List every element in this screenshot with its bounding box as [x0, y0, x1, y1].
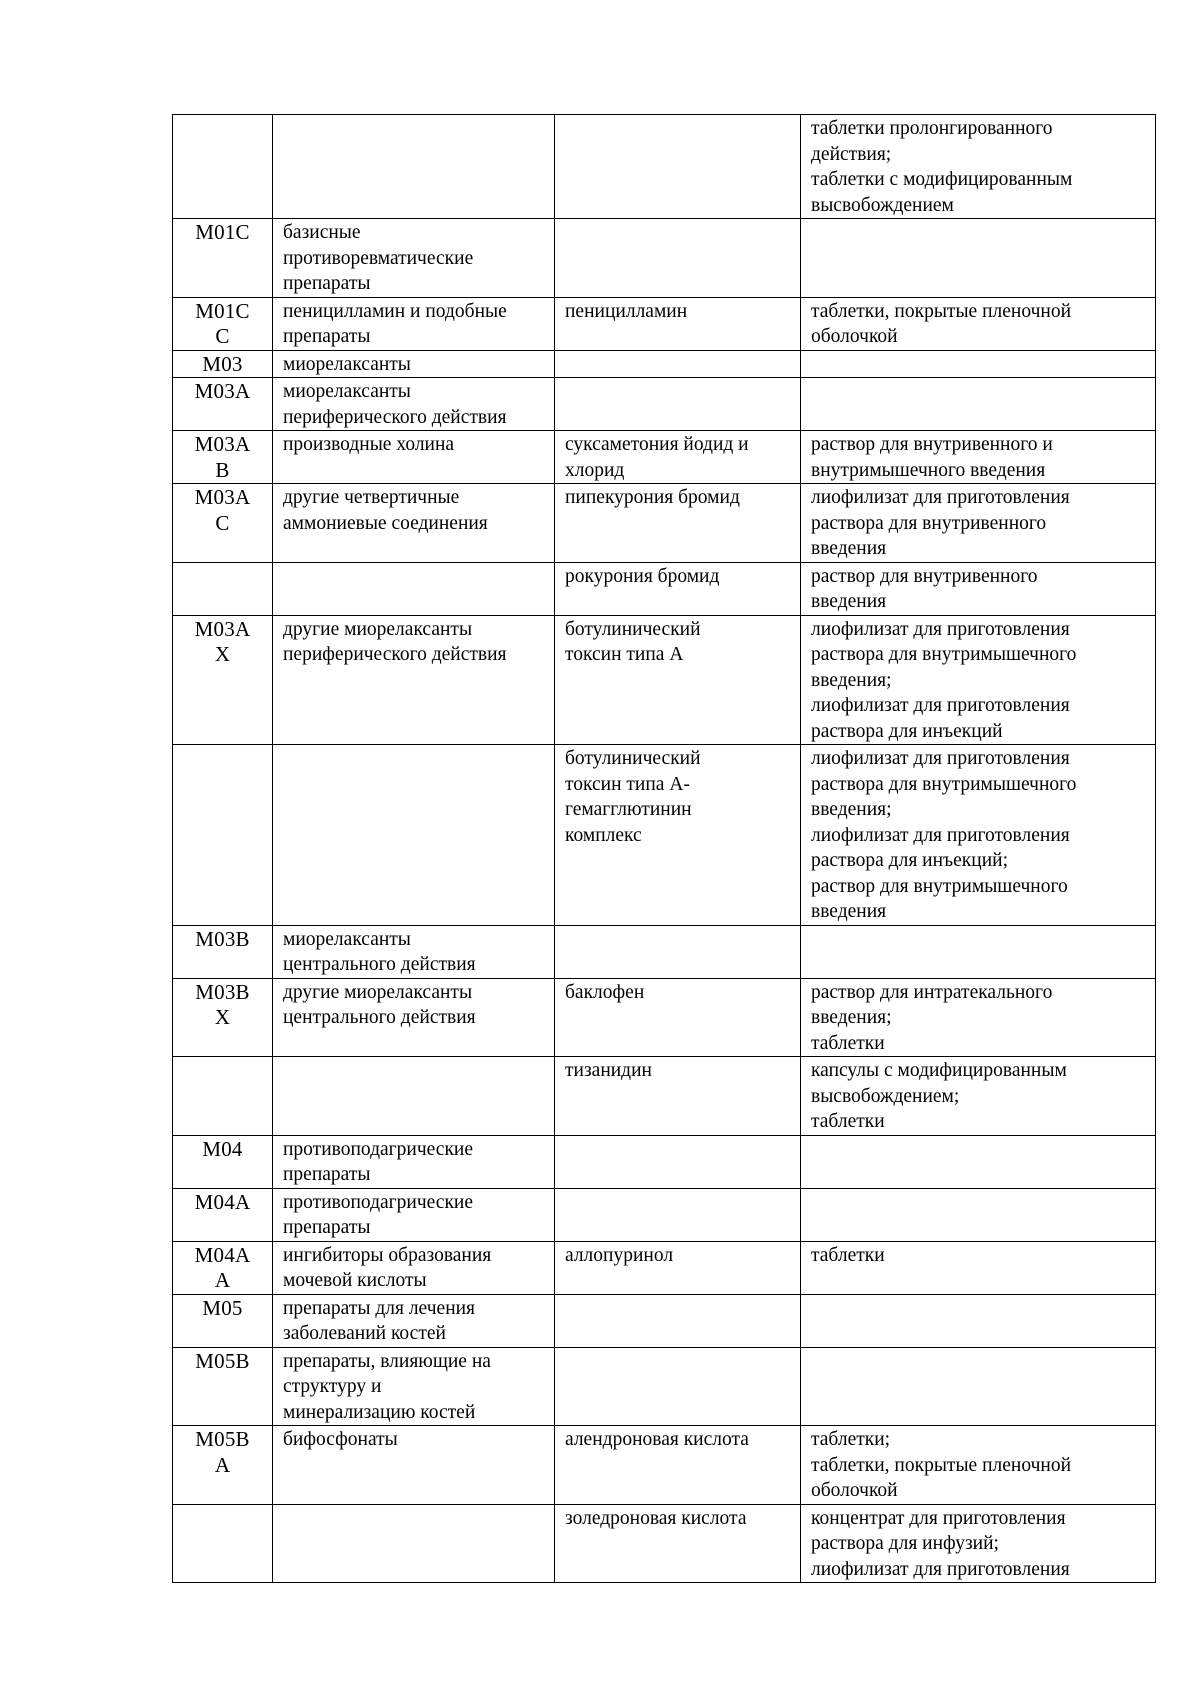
dosage-form-cell	[801, 1504, 1156, 1583]
atc-code-cell	[173, 484, 273, 563]
cell-text-line: таблетки	[811, 1032, 885, 1054]
atc-code-cell	[173, 925, 273, 978]
dosage-form-cell	[801, 350, 1156, 378]
anatomical-group-cell	[273, 431, 555, 484]
table-row	[173, 484, 1156, 563]
cell-text-line: противоподагрические	[283, 1138, 474, 1160]
dosage-form-cell	[801, 1426, 1156, 1505]
cell-text-line: аллопуринол	[565, 1244, 674, 1266]
cell-text-line: A	[214, 1268, 231, 1292]
anatomical-group-cell	[273, 350, 555, 378]
cell-text-line: M01C	[195, 298, 250, 323]
cell-text-line: препараты для лечения	[283, 1297, 476, 1319]
table-row	[173, 925, 1156, 978]
cell-text-line: противоревматические	[283, 247, 474, 269]
table-row	[173, 1347, 1156, 1426]
cell-text-line: тизанидин	[565, 1060, 652, 1081]
cell-text-line: раствора для внутривенного	[811, 512, 1047, 534]
anatomical-group-cell	[273, 745, 555, 926]
anatomical-group-cell	[273, 1347, 555, 1426]
anatomical-group-cell	[273, 978, 555, 1057]
cell-text-line: препараты	[283, 326, 371, 347]
cell-text-line: введения;	[811, 669, 892, 691]
cell-text-line: внутримышечного введения	[811, 459, 1046, 481]
atc-code-cell	[173, 350, 273, 378]
anatomical-group-cell	[273, 1426, 555, 1505]
table-row	[173, 1135, 1156, 1188]
cell-text-line: раствора для инъекций	[811, 720, 1003, 742]
anatomical-group-cell	[273, 1135, 555, 1188]
cell-text-line: введения	[811, 591, 887, 612]
drug-name-cell	[555, 219, 801, 298]
drug-name-cell	[555, 297, 801, 350]
cell-text-line: суксаметония йодид и	[565, 434, 749, 455]
table-row	[173, 1294, 1156, 1347]
cell-text-line: M03A	[194, 379, 251, 403]
dosage-form-cell	[801, 1057, 1156, 1136]
cell-text-line: введения;	[811, 1007, 892, 1028]
dosage-form-cell	[801, 1241, 1156, 1294]
dosage-form-cell	[801, 562, 1156, 615]
cell-text-line: другие четвертичные	[283, 487, 460, 508]
cell-text-line: таблетки пролонгированного	[811, 118, 1053, 139]
anatomical-group-cell	[273, 615, 555, 745]
cell-text-line: B	[215, 457, 230, 482]
cell-text-line: M03	[202, 351, 243, 376]
cell-text-line: центрального действия	[283, 1007, 476, 1028]
atc-code-cell	[173, 1426, 273, 1505]
table-row	[173, 431, 1156, 484]
cell-text-line: пеницилламин	[565, 300, 688, 322]
cell-text-line: таблетки	[811, 1111, 885, 1132]
cell-text-line: M01C	[195, 220, 250, 244]
table-row	[173, 1504, 1156, 1583]
cell-text-line: минерализацию костей	[283, 1401, 476, 1423]
anatomical-group-cell	[273, 115, 555, 219]
cell-text-line: высвобождением	[811, 194, 954, 216]
cell-text-line: мочевой кислоты	[283, 1270, 427, 1291]
dosage-form-cell	[801, 925, 1156, 978]
cell-text-line: M04A	[194, 1242, 251, 1267]
cell-text-line: хлорид	[565, 459, 625, 481]
cell-text-line: противоподагрические	[283, 1191, 474, 1213]
cell-text-line: баклофен	[565, 981, 645, 1003]
cell-text-line: C	[215, 510, 230, 535]
drug-name-cell	[555, 925, 801, 978]
dosage-form-cell	[801, 1294, 1156, 1347]
drug-name-cell	[555, 115, 801, 219]
cell-text-line: пипекурония бромид	[565, 487, 740, 508]
cell-text-line: бифосфонаты	[283, 1429, 398, 1450]
table-row	[173, 378, 1156, 431]
cell-text-line: раствор для внутривенного	[811, 565, 1038, 587]
cell-text-line: гемагглютинин	[565, 799, 692, 820]
dosage-form-cell	[801, 115, 1156, 219]
table-row	[173, 1241, 1156, 1294]
cell-text-line: оболочкой	[811, 1480, 898, 1501]
atc-code-cell	[173, 978, 273, 1057]
table-body	[173, 115, 1156, 1583]
drug-list-table	[172, 114, 1156, 1583]
drug-name-cell	[555, 1188, 801, 1241]
cell-text-line: раствор для внутримышечного	[811, 875, 1068, 897]
cell-text-line: A	[214, 1452, 231, 1477]
dosage-form-cell	[801, 1188, 1156, 1241]
drug-name-cell	[555, 484, 801, 563]
atc-code-cell	[173, 1347, 273, 1426]
table-row	[173, 1188, 1156, 1241]
cell-text-line: таблетки;	[811, 1429, 891, 1450]
cell-text-line: действия;	[811, 143, 892, 165]
cell-text-line: заболеваний костей	[283, 1323, 446, 1344]
cell-text-line: ботулинический	[565, 748, 701, 769]
anatomical-group-cell	[273, 297, 555, 350]
cell-text-line: лиофилизат для приготовления	[811, 618, 1070, 640]
cell-text-line: алендроновая кислота	[565, 1429, 749, 1450]
cell-text-line: препараты, влияющие на	[283, 1350, 491, 1372]
atc-code-cell	[173, 219, 273, 298]
atc-code-cell	[173, 115, 273, 219]
anatomical-group-cell	[273, 484, 555, 563]
dosage-form-cell	[801, 431, 1156, 484]
cell-text-line: пеницилламин и подобные	[283, 300, 507, 322]
cell-text-line: периферического действия	[283, 406, 507, 428]
cell-text-line: M03A	[194, 485, 251, 509]
cell-text-line: введения	[811, 901, 887, 922]
atc-code-cell	[173, 562, 273, 615]
cell-text-line: токсин типа А	[565, 644, 684, 665]
drug-name-cell	[555, 1504, 801, 1583]
cell-text-line: лиофилизат для приготовления	[811, 824, 1070, 846]
cell-text-line: M03B	[195, 979, 250, 1004]
drug-name-cell	[555, 1241, 801, 1294]
cell-text-line: другие миорелаксанты	[283, 981, 473, 1003]
anatomical-group-cell	[273, 1057, 555, 1136]
cell-text-line: золедроновая кислота	[565, 1507, 747, 1529]
dosage-form-cell	[801, 219, 1156, 298]
cell-text-line: другие миорелаксанты	[283, 618, 473, 640]
atc-code-cell	[173, 378, 273, 431]
cell-text-line: концентрат для приготовления	[811, 1507, 1066, 1529]
table-row	[173, 562, 1156, 615]
cell-text-line: раствора для внутримышечного	[811, 644, 1077, 665]
cell-text-line: введения;	[811, 799, 892, 820]
table-row	[173, 350, 1156, 378]
cell-text-line: таблетки, покрытые пленочной	[811, 1454, 1072, 1476]
cell-text-line: структуру и	[283, 1376, 382, 1397]
atc-code-cell	[173, 1504, 273, 1583]
atc-code-cell	[173, 745, 273, 926]
cell-text-line: ингибиторы образования	[283, 1244, 492, 1266]
table-row	[173, 297, 1156, 350]
anatomical-group-cell	[273, 219, 555, 298]
cell-text-line: таблетки, покрытые пленочной	[811, 300, 1072, 322]
drug-name-cell	[555, 350, 801, 378]
cell-text-line: M05B	[195, 1348, 250, 1373]
dosage-form-cell	[801, 1347, 1156, 1426]
anatomical-group-cell	[273, 1504, 555, 1583]
cell-text-line: раствора для инъекций;	[811, 850, 1008, 871]
dosage-form-cell	[801, 1135, 1156, 1188]
cell-text-line: лиофилизат для приготовления	[811, 1558, 1070, 1580]
cell-text-line: введения	[811, 538, 887, 559]
cell-text-line: миорелаксанты	[283, 353, 411, 375]
atc-code-cell	[173, 1135, 273, 1188]
cell-text-line: аммониевые соединения	[283, 512, 488, 534]
cell-text-line: центрального действия	[283, 954, 476, 975]
drug-name-cell	[555, 1057, 801, 1136]
cell-text-line: оболочкой	[811, 326, 898, 347]
anatomical-group-cell	[273, 378, 555, 431]
cell-text-line: препараты	[283, 1164, 371, 1185]
cell-text-line: препараты	[283, 273, 371, 294]
anatomical-group-cell	[273, 562, 555, 615]
atc-code-cell	[173, 431, 273, 484]
table-row	[173, 1057, 1156, 1136]
drug-name-cell	[555, 1426, 801, 1505]
anatomical-group-cell	[273, 925, 555, 978]
cell-text-line: M03A	[194, 432, 251, 456]
table-row	[173, 219, 1156, 298]
cell-text-line: препараты	[283, 1217, 371, 1238]
drug-name-cell	[555, 1294, 801, 1347]
drug-name-cell	[555, 1135, 801, 1188]
cell-text-line: раствора для внутримышечного	[811, 773, 1077, 795]
cell-text-line: рокурония бромид	[565, 565, 720, 587]
cell-text-line: периферического действия	[283, 644, 507, 665]
cell-text-line: таблетки	[811, 1244, 885, 1266]
atc-code-cell	[173, 1294, 273, 1347]
cell-text-line: X	[214, 642, 231, 666]
cell-text-line: C	[215, 324, 230, 348]
cell-text-line: токсин типа А-	[565, 773, 690, 795]
dosage-form-cell	[801, 484, 1156, 563]
cell-text-line: M05B	[195, 1427, 250, 1451]
dosage-form-cell	[801, 297, 1156, 350]
table-row	[173, 745, 1156, 926]
cell-text-line: раствора для инфузий;	[811, 1533, 999, 1554]
cell-text-line: раствор для внутривенного и	[811, 434, 1053, 455]
table-row	[173, 115, 1156, 219]
drug-name-cell	[555, 562, 801, 615]
cell-text-line: миорелаксанты	[283, 381, 411, 402]
atc-code-cell	[173, 615, 273, 745]
atc-code-cell	[173, 1188, 273, 1241]
cell-text-line: M04A	[194, 1189, 251, 1214]
anatomical-group-cell	[273, 1241, 555, 1294]
atc-code-cell	[173, 1057, 273, 1136]
cell-text-line: лиофилизат для приготовления	[811, 487, 1070, 508]
cell-text-line: таблетки с модифицированным	[811, 169, 1073, 190]
cell-text-line: M04	[202, 1136, 243, 1161]
cell-text-line: ботулинический	[565, 618, 701, 640]
cell-text-line: лиофилизат для приготовления	[811, 695, 1070, 716]
dosage-form-cell	[801, 378, 1156, 431]
cell-text-line: M03A	[194, 616, 251, 641]
cell-text-line: капсулы с модифицированным	[811, 1060, 1067, 1081]
cell-text-line: комплекс	[565, 824, 642, 846]
cell-text-line: M05	[202, 1295, 243, 1320]
table-row	[173, 978, 1156, 1057]
drug-name-cell	[555, 431, 801, 484]
drug-name-cell	[555, 745, 801, 926]
table-row	[173, 615, 1156, 745]
drug-name-cell	[555, 615, 801, 745]
anatomical-group-cell	[273, 1188, 555, 1241]
dosage-form-cell	[801, 745, 1156, 926]
atc-code-cell	[173, 297, 273, 350]
anatomical-group-cell	[273, 1294, 555, 1347]
drug-name-cell	[555, 978, 801, 1057]
cell-text-line: миорелаксанты	[283, 928, 411, 950]
table-row	[173, 1426, 1156, 1505]
cell-text-line: высвобождением;	[811, 1085, 960, 1107]
dosage-form-cell	[801, 615, 1156, 745]
drug-name-cell	[555, 1347, 801, 1426]
cell-text-line: производные холина	[283, 434, 455, 455]
cell-text-line: лиофилизат для приготовления	[811, 748, 1070, 769]
atc-code-cell	[173, 1241, 273, 1294]
dosage-form-cell	[801, 978, 1156, 1057]
cell-text-line: M03B	[195, 926, 250, 951]
drug-name-cell	[555, 378, 801, 431]
cell-text-line: X	[214, 1005, 231, 1029]
cell-text-line: раствор для интратекального	[811, 981, 1053, 1003]
cell-text-line: базисные	[283, 222, 361, 243]
